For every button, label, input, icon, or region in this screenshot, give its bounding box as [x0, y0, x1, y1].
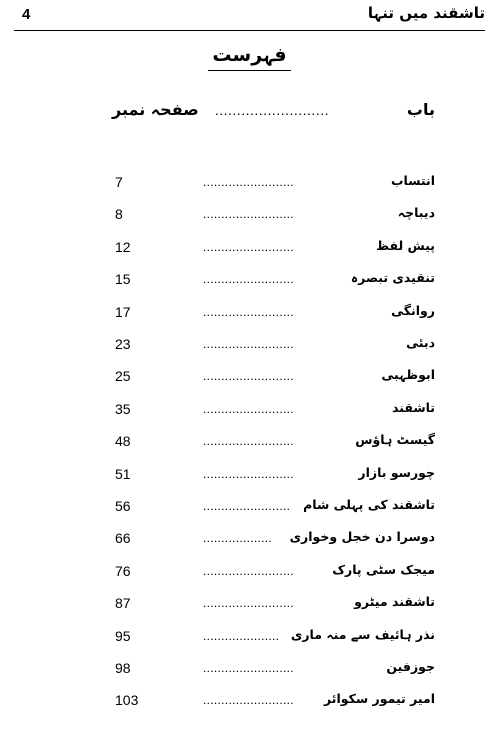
- toc-column-header: [112, 100, 435, 124]
- toc-entry-title: تاشقند: [392, 400, 435, 415]
- toc-entry-page: 23: [115, 336, 131, 352]
- toc-entry: [115, 431, 435, 453]
- toc-entry: [115, 561, 435, 583]
- toc-entry-page: 103: [115, 692, 139, 708]
- toc-entry: [115, 626, 435, 648]
- toc-entry-leader: .........................: [203, 661, 294, 675]
- toc-entry-leader: .........................: [203, 240, 294, 254]
- toc-entry-title: تاشقند کی پہلی شام: [303, 497, 435, 512]
- toc-entry: [115, 204, 435, 226]
- toc-entry-title: روانگی: [391, 303, 435, 318]
- toc-entry: [115, 172, 435, 194]
- toc-entry-leader: .........................: [203, 305, 294, 319]
- toc-entry-page: 95: [115, 628, 131, 644]
- toc-entry: [115, 496, 435, 518]
- toc-entry-title: دبئی: [406, 335, 435, 350]
- toc-entry-page: 25: [115, 368, 131, 384]
- toc-entry-page: 17: [115, 304, 131, 320]
- toc-entry-title: امیر تیمور سکوائر: [324, 691, 435, 706]
- toc-entry: [115, 464, 435, 486]
- toc-entry-leader: ........................: [203, 499, 291, 513]
- toc-entry-leader: .........................: [203, 369, 294, 383]
- toc-entry-page: 15: [115, 271, 131, 287]
- toc-entry-page: 48: [115, 433, 131, 449]
- toc-entry-title: چورسو بازار: [358, 465, 435, 480]
- toc-heading: [0, 44, 499, 71]
- toc-entry-page: 12: [115, 239, 131, 255]
- toc-entry-leader: .........................: [203, 564, 294, 578]
- toc-entry-title: دوسرا دن خجل وخواری: [289, 529, 435, 544]
- toc-entry-title: نذر ہائیف سے منہ ماری: [290, 627, 435, 642]
- toc-entry: [115, 690, 435, 712]
- toc-entry-title: انتساب: [390, 173, 435, 188]
- toc-entry-leader: .........................: [203, 337, 294, 351]
- toc-entry-title: تنقیدی تبصرہ: [350, 270, 435, 285]
- toc-entry-title: پیش لفظ: [376, 238, 435, 253]
- toc-entry-page: 35: [115, 401, 131, 417]
- toc-entry: [115, 237, 435, 259]
- toc-entry-title: گیسٹ ہاؤس: [355, 432, 435, 447]
- toc-entry-title: دیباچہ: [397, 205, 435, 220]
- toc-entry: [115, 366, 435, 388]
- toc-entry-leader: .........................: [203, 434, 294, 448]
- toc-entry: [115, 658, 435, 680]
- toc-heading-text: فہرست: [208, 44, 290, 71]
- page-number: 4: [22, 6, 31, 23]
- toc-entry-leader: ...................: [203, 531, 273, 545]
- toc-entry-leader: .........................: [203, 402, 294, 416]
- toc-entry-title: جوزفین: [386, 659, 435, 674]
- toc-entry-page: 7: [115, 174, 123, 190]
- toc-entry-page: 8: [115, 206, 123, 222]
- column-chapter-label: باب: [406, 100, 435, 119]
- toc-entry-title: میجک سٹی پارک: [332, 562, 435, 577]
- toc-entry-leader: .....................: [203, 629, 280, 643]
- toc-entry-leader: .........................: [203, 175, 294, 189]
- toc-entry-leader: .........................: [203, 272, 294, 286]
- column-page-label: صفحہ نمبر: [112, 100, 199, 119]
- running-head: [14, 0, 485, 31]
- toc-entry-page: 87: [115, 595, 131, 611]
- toc-entry-leader: .........................: [203, 467, 294, 481]
- toc-entry-page: 66: [115, 530, 131, 546]
- toc-entry: [115, 528, 435, 550]
- column-leader-dots: ..........................: [214, 102, 329, 118]
- toc-entry-leader: .........................: [203, 596, 294, 610]
- toc-entry-page: 98: [115, 660, 131, 676]
- toc-entry: [115, 302, 435, 324]
- toc-entry: [115, 593, 435, 615]
- toc-entry: [115, 334, 435, 356]
- toc-entry: [115, 269, 435, 291]
- book-title: تاشقند میں تنہا: [367, 4, 485, 22]
- toc-entry-page: 51: [115, 466, 131, 482]
- toc-entry-page: 76: [115, 563, 131, 579]
- toc-entry-page: 56: [115, 498, 131, 514]
- toc-entry-leader: .........................: [203, 693, 294, 707]
- toc-entry-leader: .........................: [203, 207, 294, 221]
- toc-entry: [115, 399, 435, 421]
- toc-entry-title: تاشقند میٹرو: [354, 594, 435, 609]
- toc-entry-title: ابوظہبی: [381, 367, 435, 382]
